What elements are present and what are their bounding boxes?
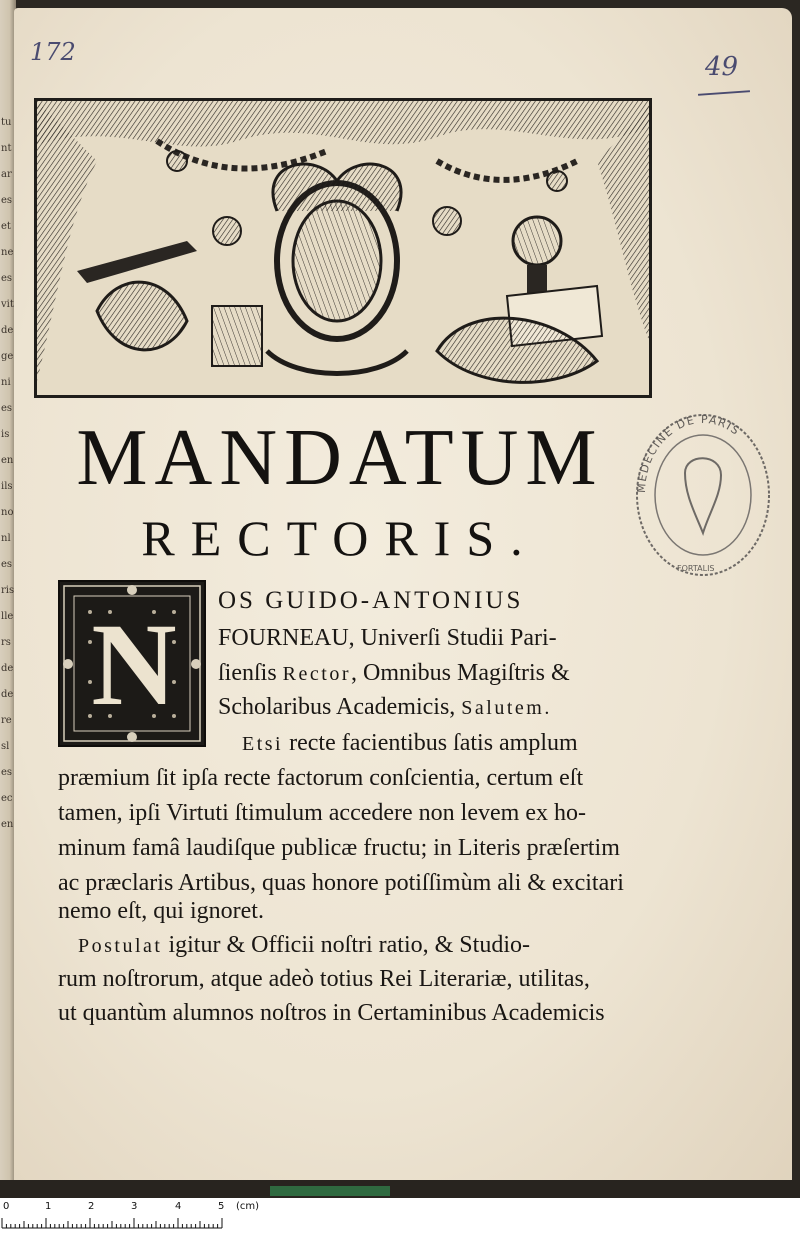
para3-line3: ut quantùm alumnos noſtros in Certaminibus Academicis — [58, 1000, 605, 1026]
para2-line5: ac præclaris Artibus, quas honore potiſſimùm ali & excitari — [58, 870, 624, 896]
ruler-scale-marks — [0, 1214, 240, 1230]
stamp-seal — [625, 383, 775, 583]
para3-line1-rest: igitur & Officii noſtri ratio, & Studio- — [162, 932, 530, 958]
para2-etsi: Etsi — [242, 733, 284, 755]
para1-line1: OS GUIDO-ANTONIUS — [218, 587, 524, 614]
para1-rector: Rector — [282, 663, 351, 685]
para2-line4: minum famâ laudiſque publicæ fructu; in Literis præſertim — [58, 835, 620, 861]
para3-line2: rum noſtrorum, atque adeò totius Rei Literariæ, utilitas, — [58, 966, 590, 992]
initial-letter: N — [91, 599, 177, 730]
para2-line6: nemo eſt, qui ignoret. — [58, 898, 264, 924]
para1-line3-start: ſienſis — [218, 660, 283, 686]
preceding-page-text-fragments: tuntaresetneesvitdegeniesisenilsnonlesrisllersdedereslesecen — [1, 117, 15, 830]
ruler-tick-5: 5 — [218, 1201, 225, 1212]
para1-line3-end: , Omnibus Magiſtris & — [350, 660, 570, 686]
ruler-tick-0: 0 — [3, 1201, 10, 1212]
handwritten-folio-left: 172 — [30, 38, 76, 66]
para3-postulat: Postulat — [78, 935, 163, 957]
scan-bottom-band — [0, 1180, 800, 1198]
para3-line1 — [78, 928, 530, 963]
para1-line4-start: Scholaribus Academicis, — [218, 694, 462, 720]
para1-line3 — [218, 656, 570, 691]
para2-line3: tamen, ipſi Virtuti ſtimulum accedere non levem ex ho- — [58, 800, 586, 826]
svg-text:MEDECINE DE PARIS — [635, 413, 743, 493]
para1-salutem: Salutem. — [461, 697, 552, 719]
para2-line1-rest: recte facientibus ſatis amplum — [283, 730, 578, 756]
ruler-tick-3: 3 — [131, 1201, 138, 1212]
title-line-1: MANDATUM — [76, 414, 604, 502]
ruler-tick-1: 1 — [45, 1201, 52, 1212]
ruler-unit: (cm) — [236, 1201, 260, 1212]
stamp-subtext: FORTALIS — [677, 564, 715, 573]
library-stamp — [625, 383, 775, 583]
ruler-tick-2: 2 — [88, 1201, 95, 1212]
para1-line4 — [218, 690, 552, 725]
ruler-tick-4: 4 — [175, 1201, 182, 1212]
handwritten-folio-right: 49 — [705, 52, 739, 82]
para1-line2: FOURNEAU, Univerſi Studii Pari- — [218, 625, 557, 651]
stamp-text: MEDECINE DE PARIS — [634, 412, 743, 494]
engraved-headpiece — [34, 98, 652, 398]
title-line-2: RECTORIS. — [141, 510, 539, 566]
para2-line1 — [242, 726, 578, 761]
headpiece-illustration — [37, 101, 649, 395]
para2-line2: præmium ſit ipſa recte factorum conſcientia, certum eſt — [58, 765, 584, 791]
decorated-initial — [58, 580, 206, 747]
green-binding-tab — [270, 1186, 390, 1196]
